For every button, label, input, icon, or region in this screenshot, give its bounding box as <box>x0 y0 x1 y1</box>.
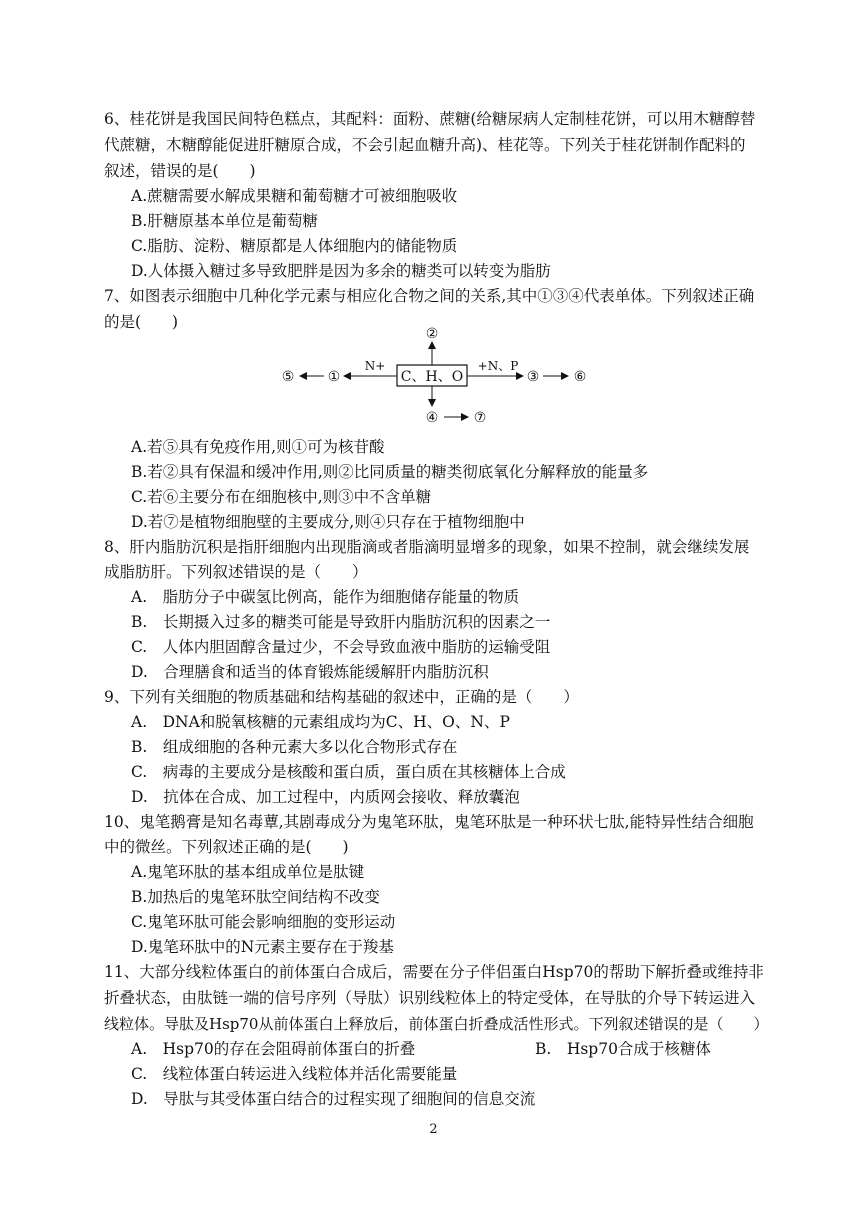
q10-stem-line-2: 中的微丝。下列叙述正确的是( ) <box>104 838 349 856</box>
q7-option-b: B.若②具有保温和缓冲作用,则②比同质量的糖类彻底氧化分解释放的能量多 <box>131 463 649 481</box>
q8-option-c: C. 人体内胆固醇含量过少，不会导致血液中脂肪的运输受阻 <box>131 638 551 656</box>
q11-option-d: D. 导肽与其受体蛋白结合的过程实现了细胞间的信息交流 <box>131 1090 536 1108</box>
q7-stem-line-2: 的是( ) <box>104 313 179 331</box>
q11-stem-line-1: 11、大部分线粒体蛋白的前体蛋白合成后，需要在分子伴侣蛋白Hsp70的帮助下解折叠或维持非 <box>104 963 764 981</box>
node-7: ⑦ <box>473 410 487 426</box>
q6-option-d: D.人体摄入糖过多导致肥胖是因为多余的糖类可以转变为脂肪 <box>131 262 551 280</box>
q8-option-b: B. 长期摄入过多的糖类可能是导致肝内脂肪沉积的因素之一 <box>131 613 551 631</box>
q6-stem-line-3: 叙述，错误的是( ) <box>104 162 256 180</box>
element-compound-diagram <box>270 322 600 430</box>
node-4: ④ <box>425 410 439 426</box>
q10-option-b: B.加热后的鬼笔环肽空间结构不改变 <box>131 888 380 906</box>
q7-option-c: C.若⑥主要分布在细胞核中,则③中不含单糖 <box>131 488 432 506</box>
q9-stem-line-1: 9、下列有关细胞的物质基础和结构基础的叙述中，正确的是（ ） <box>104 688 579 706</box>
label-np: +N、P <box>477 359 519 373</box>
q6-stem-line-2: 代蔗糖，木糖醇能促进肝糖原合成，不会引起血糖升高)、桂花等。下列关于桂花饼制作配料的 <box>104 136 746 154</box>
q11-option-a: A. Hsp70的存在会阻碍前体蛋白的折叠 <box>131 1040 416 1058</box>
q8-option-d: D. 合理膳食和适当的体育锻炼能缓解肝内脂肪沉积 <box>131 663 489 681</box>
q9-option-a: A. DNA和脱氧核糖的元素组成均为C、H、O、N、P <box>131 713 510 731</box>
node-3: ③ <box>526 369 540 385</box>
q6-stem-line-1: 6、桂花饼是我国民间特色糕点，其配料：面粉、蔗糖(给糖尿病人定制桂花饼，可以用木糖醇替 <box>104 110 756 128</box>
q8-stem-line-1: 8、肝内脂肪沉积是指肝细胞内出现脂滴或者脂滴明显增多的现象，如果不控制，就会继续发展 <box>104 538 750 556</box>
q11-option-b: B. Hsp70合成于核糖体 <box>535 1040 711 1058</box>
q7-option-d: D.若⑦是植物细胞壁的主要成分,则④只存在于植物细胞中 <box>131 513 525 531</box>
q10-option-c: C.鬼笔环肽可能会影响细胞的变形运动 <box>131 913 396 931</box>
q11-stem-line-2: 折叠状态，由肽链一端的信号序列（导肽）识别线粒体上的特定受体，在导肽的介导下转运进入 <box>104 989 756 1007</box>
q9-option-c: C. 病毒的主要成分是核酸和蛋白质，蛋白质在其核糖体上合成 <box>131 763 566 781</box>
q10-stem-line-1: 10、鬼笔鹅膏是知名毒蕈,其剧毒成分为鬼笔环肽，鬼笔环肽是一种环状七肽,能特异性结合细胞 <box>104 813 754 831</box>
q6-option-c: C.脂肪、淀粉、糖原都是人体细胞内的储能物质 <box>131 237 458 255</box>
label-n: N+ <box>364 359 386 373</box>
q10-option-a: A.鬼笔环肽的基本组成单位是肽键 <box>131 863 365 881</box>
q6-option-b: B.肝糖原基本单位是葡萄糖 <box>131 212 318 230</box>
q9-option-b: B. 组成细胞的各种元素大多以化合物形式存在 <box>131 738 458 756</box>
q8-stem-line-2: 成脂肪肝。下列叙述错误的是（ ） <box>104 563 368 581</box>
q7-stem-line-1: 7、如图表示细胞中几种化学元素与相应化合物之间的关系,其中①③④代表单体。下列叙述正确 <box>104 287 755 305</box>
q9-option-d: D. 抗体在合成、加工过程中，内质网会接收、释放囊泡 <box>131 788 520 806</box>
q7-option-a: A.若⑤具有免疫作用,则①可为核苷酸 <box>131 438 385 456</box>
node-5: ⑤ <box>281 369 295 385</box>
q8-option-a: A. 脂肪分子中碳氢比例高，能作为细胞储存能量的物质 <box>131 588 520 606</box>
q6-option-a: A.蔗糖需要水解成果糖和葡萄糖才可被细胞吸收 <box>131 187 458 205</box>
node-1: ① <box>327 369 341 385</box>
page-number: 2 <box>429 1122 438 1137</box>
q11-option-c: C. 线粒体蛋白转运进入线粒体并活化需要能量 <box>131 1065 458 1083</box>
q10-option-d: D.鬼笔环肽中的N元素主要存在于羧基 <box>131 938 394 956</box>
node-6: ⑥ <box>573 369 587 385</box>
q11-stem-line-3: 线粒体。导肽及Hsp70从前体蛋白上释放后，前体蛋白折叠成活性形式。下列叙述错误的是（ ） <box>104 1015 769 1033</box>
node-2: ② <box>425 326 439 342</box>
center-label: C、H、O <box>400 369 464 385</box>
